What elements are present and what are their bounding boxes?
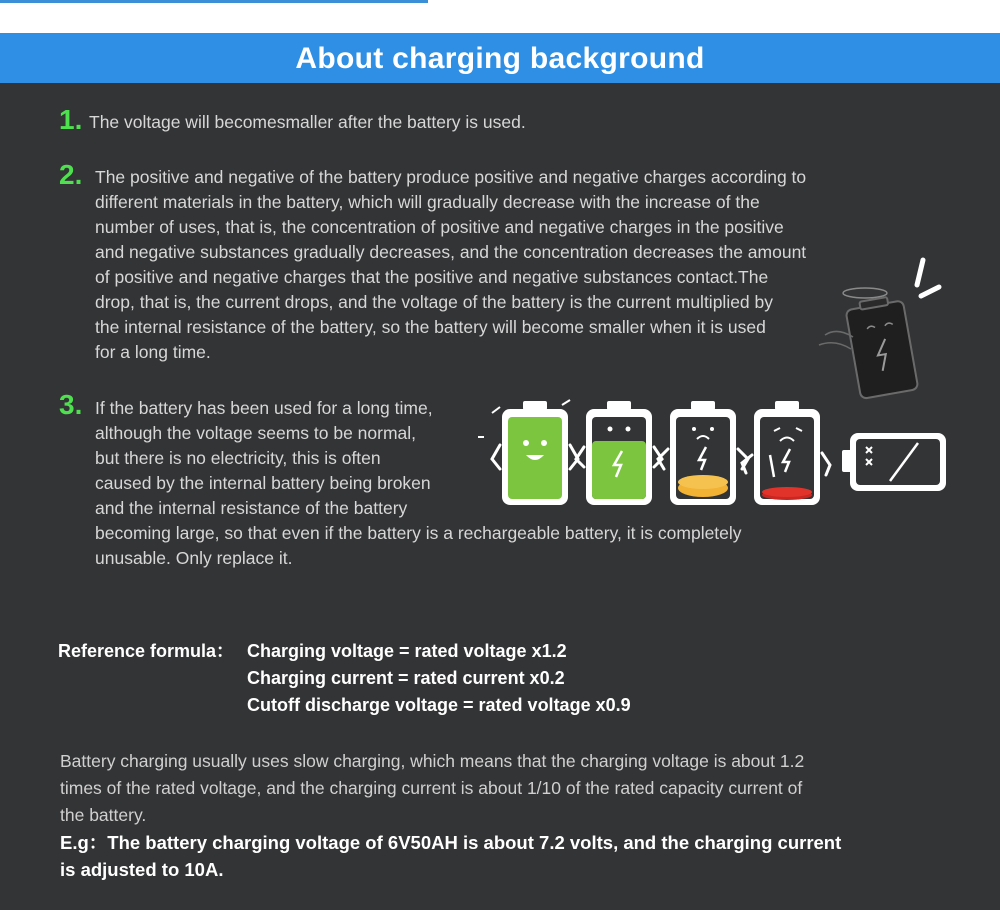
point-2-line: number of uses, that is, the concentration of positive and negative charges in the positive: [95, 217, 784, 237]
point-2-line: and negative substances gradually decreases, and the concentration decreases the amount: [95, 242, 807, 262]
formula-line: Charging current = rated current x0.2: [247, 668, 565, 688]
point-2-line: drop, that is, the current drops, and the voltage of the battery is the current multiplied by: [95, 292, 774, 312]
example-line: is adjusted to 10A.: [60, 859, 224, 880]
point-1-line: The voltage will becomesmaller after the battery is used.: [89, 112, 526, 132]
point-3-line: although the voltage seems to be normal,: [95, 423, 417, 443]
formula-lines: [247, 638, 631, 719]
tired-battery-icon: [805, 255, 955, 405]
note-line: times of the rated voltage, and the charging current is about 1/10 of the rated capacity current of: [60, 778, 803, 798]
charging-note: [60, 748, 804, 829]
point-2-line: different materials in the battery, which will gradually decrease with the increase of the: [95, 192, 760, 212]
point-3-number: 3.: [59, 389, 83, 420]
formula-line: Charging voltage = rated voltage x1.2: [247, 641, 567, 661]
top-strip: [0, 0, 1000, 33]
point-2-text: [95, 165, 806, 365]
point-2-line: The positive and negative of the battery produce positive and negative charges according to: [95, 167, 807, 187]
note-line: Battery charging usually uses slow charging, which means that the charging voltage is about 1.2: [60, 751, 805, 771]
top-accent-line: [0, 0, 428, 3]
point-1-number: 1.: [59, 104, 83, 135]
example-line: E.g：The battery charging voltage of 6V50AH is about 7.2 volts, and the charging current: [60, 832, 842, 853]
formula-label: Reference formula：: [58, 641, 235, 661]
battery-drain-sequence-icon: [470, 395, 950, 510]
point-2-line: of positive and negative charges that the positive and negative substances contact.The: [95, 267, 769, 287]
formula-line: Cutoff discharge voltage = rated voltage x0.9: [247, 695, 631, 715]
point-3-line: but there is no electricity, this is often: [95, 448, 381, 468]
note-line: the battery.: [60, 805, 147, 825]
point-2-line: the internal resistance of the battery, so the battery will become smaller when it is used: [95, 317, 766, 337]
point-2-line: for a long time.: [95, 342, 211, 362]
point-2-number: 2.: [59, 159, 83, 190]
point-3-line: unusable. Only replace it.: [95, 548, 293, 568]
page-title: About charging background: [0, 33, 1000, 83]
point-1-text: [89, 110, 526, 135]
charging-example: [60, 829, 841, 883]
point-3-line: If the battery has been used for a long time,: [95, 398, 433, 418]
point-3-line: caused by the internal battery being broken: [95, 473, 431, 493]
point-3-line: and the internal resistance of the battery: [95, 498, 408, 518]
point-3-line: becoming large, so that even if the battery is a rechargeable battery, it is completely: [95, 523, 742, 543]
